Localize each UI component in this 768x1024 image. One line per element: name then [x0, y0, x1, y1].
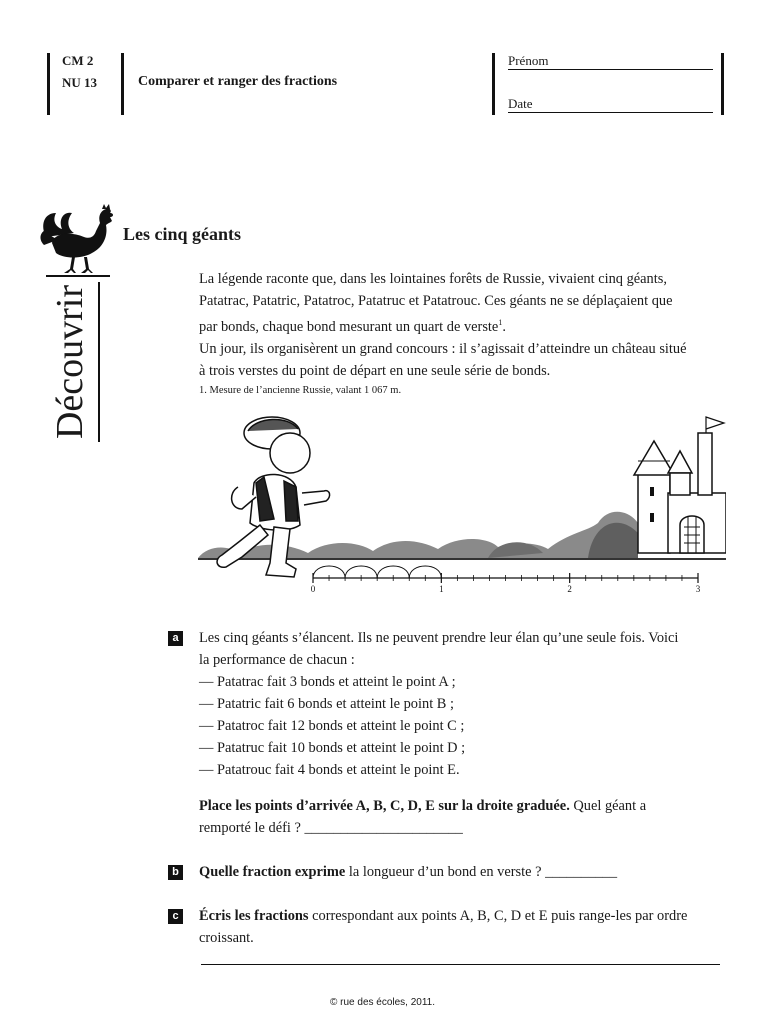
question-b-badge: b — [168, 865, 183, 880]
tick-label: 0 — [310, 584, 316, 594]
question-c-answer-field[interactable] — [201, 964, 720, 965]
illustration — [198, 413, 726, 598]
rooster-icon — [38, 203, 118, 283]
date-label: Date — [508, 96, 533, 111]
page-title: Comparer et ranger des fractions — [138, 74, 338, 89]
tick-label: 3 — [695, 584, 701, 594]
question-a — [199, 627, 727, 781]
question-c-bold: Écris les fractions — [199, 908, 309, 924]
tick-label: 2 — [567, 584, 572, 594]
question-c-line-1 — [199, 905, 727, 927]
question-a-answer-line[interactable]: remporté le défi ? ______________________ — [199, 820, 463, 836]
question-c-line-2: croissant. — [199, 930, 254, 946]
intro-line-4: Un jour, ils organisèrent un grand concours : il s’agissait d’atteindre un château situé — [199, 340, 687, 357]
intro-line-2: Patatrac, Patatric, Patatroc, Patatruc et Patatrouc. Ces géants ne se déplaçaient que — [199, 293, 673, 309]
question-a-item-5: — Patatrouc fait 4 bonds et atteint le point E. — [199, 762, 460, 778]
intro-line-3-text: par bonds, chaque bond mesurant un quart de verste — [199, 318, 499, 335]
number-line — [311, 566, 701, 594]
question-b-bold: Quelle fraction exprime — [199, 864, 346, 880]
question-c-rest: correspondant aux points A, B, C, D et E puis range-les par ordre — [308, 908, 688, 924]
tick-label: 1 — [439, 584, 444, 594]
question-a-instruction-line — [199, 795, 727, 817]
header-code: NU 13 — [62, 75, 98, 90]
intro-paragraph — [199, 268, 729, 382]
question-a-item-2: — Patatric fait 6 bonds et atteint le point B ; — [199, 696, 454, 712]
intro-line-3 — [199, 312, 729, 338]
question-a-badge: a — [168, 631, 183, 646]
decouvrir-rule — [98, 282, 100, 442]
section-side-label: Découvrir — [49, 284, 91, 440]
question-a-item-3: — Patatroc fait 12 bonds et atteint le point C ; — [199, 718, 465, 734]
header-middle-bar — [121, 53, 124, 115]
intro-line-1: La légende raconte que, dans les lointaines forêts de Russie, vivaient cinq géants, — [199, 271, 667, 287]
question-a-instruction-rest: Quel géant a — [569, 798, 647, 814]
intro-line-3-end: . — [502, 318, 506, 335]
question-c-badge: c — [168, 909, 183, 924]
question-a-item-4: — Patatruc fait 10 bonds et atteint le point D ; — [199, 740, 466, 756]
footnote: 1. Mesure de l’ancienne Russie, valant 1 067 m. — [199, 385, 402, 396]
footnote-ref: 1 — [498, 318, 503, 327]
question-b[interactable] — [199, 861, 727, 883]
castle-icon — [634, 417, 726, 553]
header-level: CM 2 — [62, 53, 94, 68]
date-field[interactable] — [508, 112, 713, 113]
question-b-rest: la longueur d’un bond en verste ? __________ — [345, 864, 618, 880]
question-a-instruction — [199, 795, 727, 839]
question-a-line-2: la performance de chacun : — [199, 652, 355, 668]
header-right-bar — [721, 53, 724, 115]
footer-copyright: © rue des écoles, 2011. — [330, 997, 436, 1008]
header-fields-left-bar — [492, 53, 495, 115]
prenom-field[interactable] — [508, 69, 713, 70]
header-left-bar — [47, 53, 50, 115]
question-a-item-1: — Patatrac fait 3 bonds et atteint le point A ; — [199, 674, 456, 690]
question-c — [199, 905, 727, 949]
question-a-instruction-bold: Place les points d’arrivée A, B, C, D, E sur la droite graduée. — [199, 798, 570, 814]
prenom-label: Prénom — [508, 53, 549, 68]
intro-line-5: à trois verstes du point de départ en une seule série de bonds. — [199, 362, 551, 379]
section-title: Les cinq géants — [123, 224, 242, 244]
question-a-line-1: Les cinq géants s’élancent. Ils ne peuvent prendre leur élan qu’une seule fois. Voici — [199, 630, 679, 646]
